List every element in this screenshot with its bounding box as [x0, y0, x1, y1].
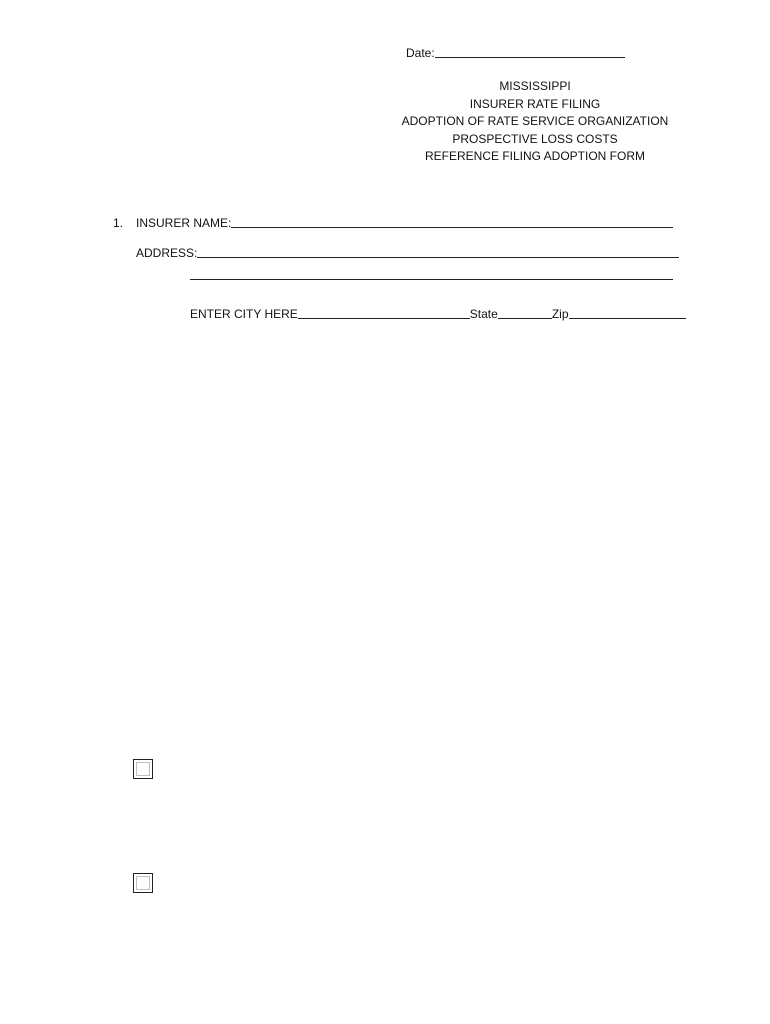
- insurer-name-row: [136, 216, 673, 230]
- zip-label: Zip: [551, 307, 569, 321]
- state-field[interactable]: [498, 317, 552, 319]
- date-field[interactable]: [435, 56, 625, 58]
- city-label: ENTER CITY HERE: [190, 307, 298, 321]
- city-field[interactable]: [298, 317, 470, 319]
- title-line-state: MISSISSIPPI: [499, 79, 571, 93]
- address-line-2-row: [190, 278, 673, 282]
- address-line-1-field[interactable]: [197, 256, 679, 258]
- form-title-block: [400, 78, 670, 166]
- title-line-adoption: ADOPTION OF RATE SERVICE ORGANIZATION: [401, 114, 669, 128]
- title-line-filing: INSURER RATE FILING: [469, 96, 601, 111]
- state-label: State: [469, 307, 498, 321]
- item-number: 1.: [113, 216, 124, 230]
- zip-field[interactable]: [569, 317, 686, 319]
- date-label: Date:: [406, 46, 435, 60]
- insurer-name-label: INSURER NAME:: [136, 216, 232, 230]
- address-line-2-field[interactable]: [190, 278, 673, 280]
- title-line-form-name: REFERENCE FILING ADOPTION FORM: [424, 149, 646, 163]
- insurer-name-field[interactable]: [231, 226, 673, 228]
- address-row: [136, 246, 679, 260]
- city-state-zip-row: [190, 307, 686, 321]
- title-line-loss-costs: PROSPECTIVE LOSS COSTS: [452, 131, 618, 146]
- date-row: [406, 46, 625, 60]
- option-checkbox-2[interactable]: [133, 873, 153, 893]
- option-checkbox-1[interactable]: [133, 759, 153, 779]
- address-label: ADDRESS:: [136, 246, 198, 260]
